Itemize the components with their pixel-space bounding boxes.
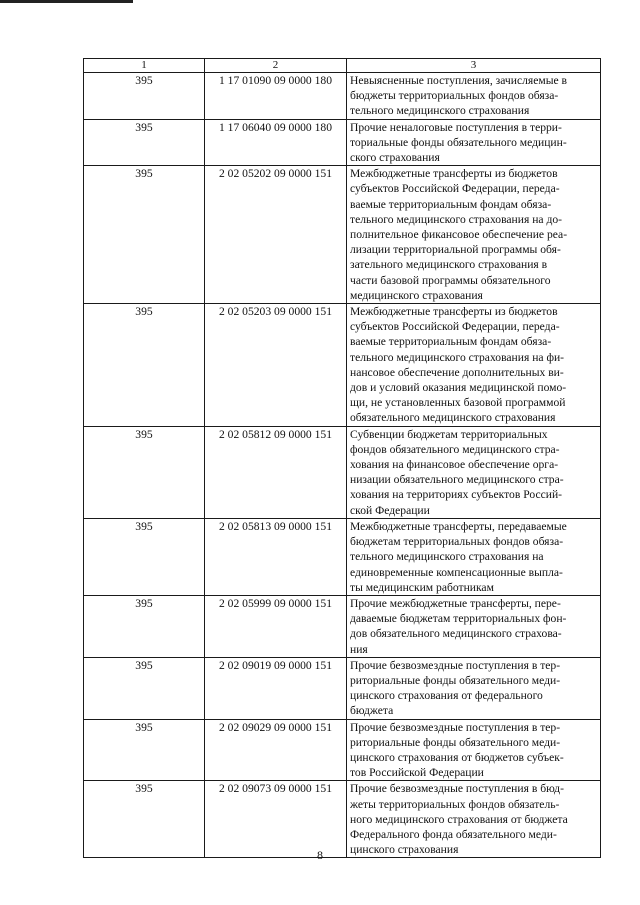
- revenue-name-line: низации обязательного медицинского стра-: [350, 473, 564, 487]
- administrator-code-cell: 395: [84, 426, 205, 518]
- revenue-name-line: Субвенции бюджетам территориальных: [350, 427, 548, 441]
- revenue-name-line: субъектов Российской Федерации, переда-: [350, 182, 560, 196]
- budget-classification-code-cell: 2 02 09029 09 0000 151: [205, 719, 347, 781]
- revenue-name-line: Межбюджетные трансферты из бюджетов: [350, 167, 558, 181]
- revenue-name-line: цинского страхования от бюджетов субъек-: [350, 750, 564, 764]
- revenue-name-cell: [347, 657, 601, 719]
- revenue-name-line: Прочие неналоговые поступления в терри-: [350, 120, 562, 134]
- revenue-name-cell: [347, 119, 601, 166]
- budget-classification-code-cell: 2 02 05202 09 0000 151: [205, 166, 347, 304]
- revenue-name-line: ского страхования: [350, 151, 440, 165]
- table-row: [84, 657, 601, 719]
- revenue-name-line: Невыясненные поступления, зачисляемые в: [350, 74, 568, 87]
- revenue-name-cell: [347, 781, 601, 858]
- budget-classification-code-cell: 2 02 05813 09 0000 151: [205, 518, 347, 595]
- revenue-name-cell: [347, 595, 601, 657]
- revenue-name-line: фондов обязательного медицинского стра-: [350, 442, 560, 456]
- revenue-name-line: Прочие безвозмездные поступления в тер-: [350, 658, 561, 672]
- revenue-name-line: ты медицинским работникам: [350, 580, 494, 594]
- revenue-name-line: части базовой программы обязательного: [350, 273, 551, 287]
- revenue-name-line: Межбюджетные трансферты, передаваемые: [350, 519, 567, 533]
- revenue-name-line: Прочие безвозмездные поступления в бюд-: [350, 782, 564, 796]
- revenue-name-line: цинского страхования: [350, 843, 459, 857]
- table-row: [84, 595, 601, 657]
- revenue-name-line: бюджеты территориальных фондов обяза-: [350, 89, 559, 103]
- document-sheet: [83, 58, 600, 858]
- table-row: [84, 781, 601, 858]
- administrator-code-cell: 395: [84, 119, 205, 166]
- column-header-3: 3: [347, 59, 601, 73]
- budget-codes-table: [83, 58, 601, 858]
- revenue-name-cell: [347, 719, 601, 781]
- revenue-name-line: нансовое обеспечение дополнительных ви-: [350, 365, 564, 379]
- revenue-name-cell: [347, 166, 601, 304]
- revenue-name-line: лизации территориальной программы обя-: [350, 243, 561, 257]
- budget-classification-code-cell: 2 02 05812 09 0000 151: [205, 426, 347, 518]
- revenue-name-line: Прочие безвозмездные поступления в тер-: [350, 720, 561, 734]
- budget-classification-code-cell: 1 17 01090 09 0000 180: [205, 73, 347, 120]
- administrator-code-cell: 395: [84, 304, 205, 427]
- revenue-name-line: тельного медицинского страхования: [350, 104, 530, 118]
- revenue-name-line: тов Российской Федерации: [350, 766, 484, 780]
- budget-classification-code-cell: 2 02 09073 09 0000 151: [205, 781, 347, 858]
- revenue-name-line: Межбюджетные трансферты из бюджетов: [350, 305, 558, 319]
- administrator-code-cell: 395: [84, 719, 205, 781]
- table-row: [84, 166, 601, 304]
- revenue-name-line: субъектов Российской Федерации, переда-: [350, 320, 560, 334]
- budget-classification-code-cell: 2 02 05999 09 0000 151: [205, 595, 347, 657]
- revenue-name-line: тельного медицинского страхования на фи-: [350, 350, 565, 364]
- revenue-name-line: медицинского страхования: [350, 288, 483, 302]
- revenue-name-line: Прочие межбюджетные трансферты, пере-: [350, 596, 561, 610]
- budget-classification-code-cell: 2 02 09019 09 0000 151: [205, 657, 347, 719]
- table-row: [84, 73, 601, 120]
- revenue-name-line: бюджета: [350, 704, 394, 718]
- revenue-name-line: риториальные фонды обязательного меди-: [350, 673, 561, 687]
- revenue-name-line: обязательного медицинского страхования: [350, 411, 556, 425]
- revenue-name-line: дов и условий оказания медицинской помо-: [350, 381, 567, 395]
- revenue-name-cell: [347, 73, 601, 120]
- revenue-name-line: риториальные фонды обязательного меди-: [350, 735, 561, 749]
- revenue-name-line: Федерального фонда обязательного меди-: [350, 827, 557, 841]
- budget-classification-code-cell: 1 17 06040 09 0000 180: [205, 119, 347, 166]
- table-row: [84, 119, 601, 166]
- table-row: [84, 304, 601, 427]
- column-header-2: 2: [205, 59, 347, 73]
- revenue-name-line: ской Федерации: [350, 503, 430, 517]
- revenue-name-line: хования на территориях субъектов Россий-: [350, 488, 563, 502]
- administrator-code-cell: 395: [84, 518, 205, 595]
- revenue-name-line: тельного медицинского страхования на: [350, 550, 544, 564]
- scan-edge-mark: [0, 0, 133, 3]
- revenue-name-cell: [347, 304, 601, 427]
- revenue-name-line: ваемые территориальным фондам обяза-: [350, 197, 552, 211]
- administrator-code-cell: 395: [84, 781, 205, 858]
- revenue-name-line: жеты территориальных фондов обязатель-: [350, 797, 560, 811]
- revenue-name-line: ваемые территориальным фондам обяза-: [350, 335, 552, 349]
- revenue-name-line: даваемые бюджетам территориальных фон-: [350, 612, 567, 626]
- administrator-code-cell: 395: [84, 595, 205, 657]
- table-body: [84, 73, 601, 858]
- table-row: [84, 518, 601, 595]
- column-header-1: 1: [84, 59, 205, 73]
- revenue-name-line: бюджетам территориальных фондов обяза-: [350, 535, 564, 549]
- revenue-name-line: хования на финансовое обеспечение орга-: [350, 458, 559, 472]
- revenue-name-line: дов обязательного медицинского страхова-: [350, 627, 562, 641]
- administrator-code-cell: 395: [84, 657, 205, 719]
- revenue-name-line: единовременные компенсационные выпла-: [350, 565, 563, 579]
- revenue-name-line: зательного медицинского страхования в: [350, 258, 548, 272]
- budget-classification-code-cell: 2 02 05203 09 0000 151: [205, 304, 347, 427]
- table-row: [84, 719, 601, 781]
- revenue-name-line: ния: [350, 642, 368, 656]
- administrator-code-cell: 395: [84, 166, 205, 304]
- revenue-name-line: щи, не установленных базовой программой: [350, 396, 566, 410]
- table-row: [84, 426, 601, 518]
- revenue-name-line: ного медицинского страхования от бюджета: [350, 812, 568, 826]
- revenue-name-line: тельного медицинского страхования на до-: [350, 212, 563, 226]
- revenue-name-cell: [347, 426, 601, 518]
- revenue-name-line: ториальные фонды обязательного медицин-: [350, 135, 567, 149]
- revenue-name-line: полнительное фикансовое обеспечение реа-: [350, 228, 568, 242]
- revenue-name-cell: [347, 518, 601, 595]
- page-number: 8: [317, 848, 323, 862]
- header-row: [84, 59, 601, 73]
- revenue-name-line: цинского страхования от федерального: [350, 689, 543, 703]
- administrator-code-cell: 395: [84, 73, 205, 120]
